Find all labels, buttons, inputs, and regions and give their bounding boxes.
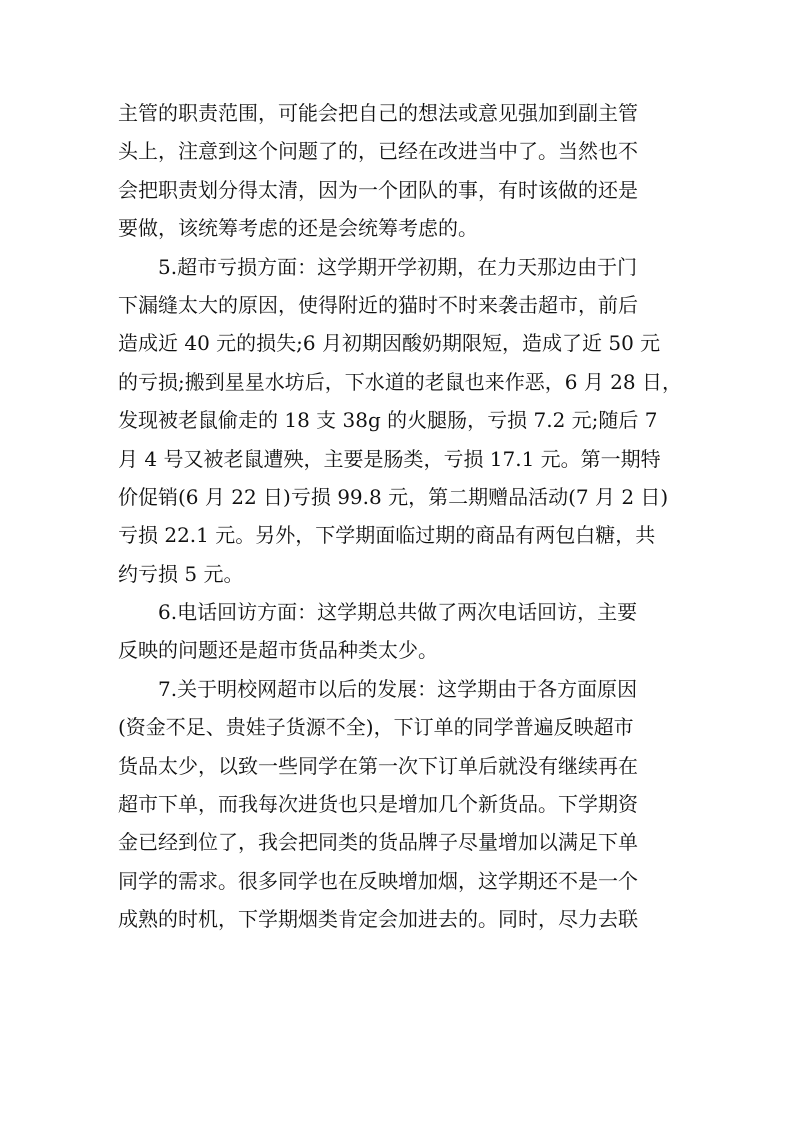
document-body bbox=[118, 94, 688, 939]
text-line: 7.关于明校网超市以后的发展：这学期由于各方面原因 bbox=[158, 676, 638, 701]
text-line: 金已经到位了，我会把同类的货品牌子尽量增加以满足下单 bbox=[118, 830, 638, 855]
paragraph-losses bbox=[118, 248, 688, 594]
paragraph-duty-scope bbox=[118, 94, 688, 248]
text-line: 亏损 22.1 元。另外，下学期面临过期的商品有两包白糖，共 bbox=[118, 523, 656, 548]
text-line: 要做，该统筹考虑的还是会统筹考虑的。 bbox=[118, 216, 478, 241]
text-line: 5.超市亏损方面：这学期开学初期，在力天那边由于门 bbox=[158, 254, 638, 279]
text-line: 发现被老鼠偷走的 18 支 38g 的火腿肠，亏损 7.2 元;随后 7 bbox=[118, 408, 658, 433]
text-line: 下漏缝太大的原因，使得附近的猫时不时来袭击超市，前后 bbox=[118, 292, 638, 317]
text-line: 头上，注意到这个问题了的，已经在改进当中了。当然也不 bbox=[118, 139, 638, 164]
text-line: 货品太少，以致一些同学在第一次下订单后就没有继续再在 bbox=[118, 753, 638, 778]
text-line: 成熟的时机，下学期烟类肯定会加进去的。同时，尽力去联 bbox=[118, 907, 638, 932]
text-line: 反映的问题还是超市货品种类太少。 bbox=[118, 638, 438, 663]
paragraph-future bbox=[118, 670, 688, 939]
paragraph-phone-visits bbox=[118, 593, 688, 670]
text-line: 造成近 40 元的损失;6 月初期因酸奶期限短，造成了近 50 元 bbox=[118, 331, 661, 356]
text-line: 价促销(6 月 22 日)亏损 99.8 元，第二期赠品活动(7 月 2 日) bbox=[118, 484, 669, 509]
text-line: 同学的需求。很多同学也在反映增加烟，这学期还不是一个 bbox=[118, 868, 638, 893]
text-line: 约亏损 5 元。 bbox=[118, 561, 244, 586]
text-line: 会把职责划分得太清，因为一个团队的事，有时该做的还是 bbox=[118, 177, 638, 202]
text-line: (资金不足、贵娃子货源不全)，下订单的同学普遍反映超市 bbox=[118, 715, 634, 740]
text-line: 超市下单，而我每次进货也只是增加几个新货品。下学期资 bbox=[118, 792, 638, 817]
text-line: 主管的职责范围，可能会把自己的想法或意见强加到副主管 bbox=[118, 101, 638, 125]
text-line: 的亏损;搬到星星水坊后，下水道的老鼠也来作恶，6 月 28 日， bbox=[118, 369, 682, 394]
text-line: 6.电话回访方面：这学期总共做了两次电话回访，主要 bbox=[158, 600, 638, 625]
text-line: 月 4 号又被老鼠遭殃，主要是肠类，亏损 17.1 元。第一期特 bbox=[118, 446, 661, 471]
